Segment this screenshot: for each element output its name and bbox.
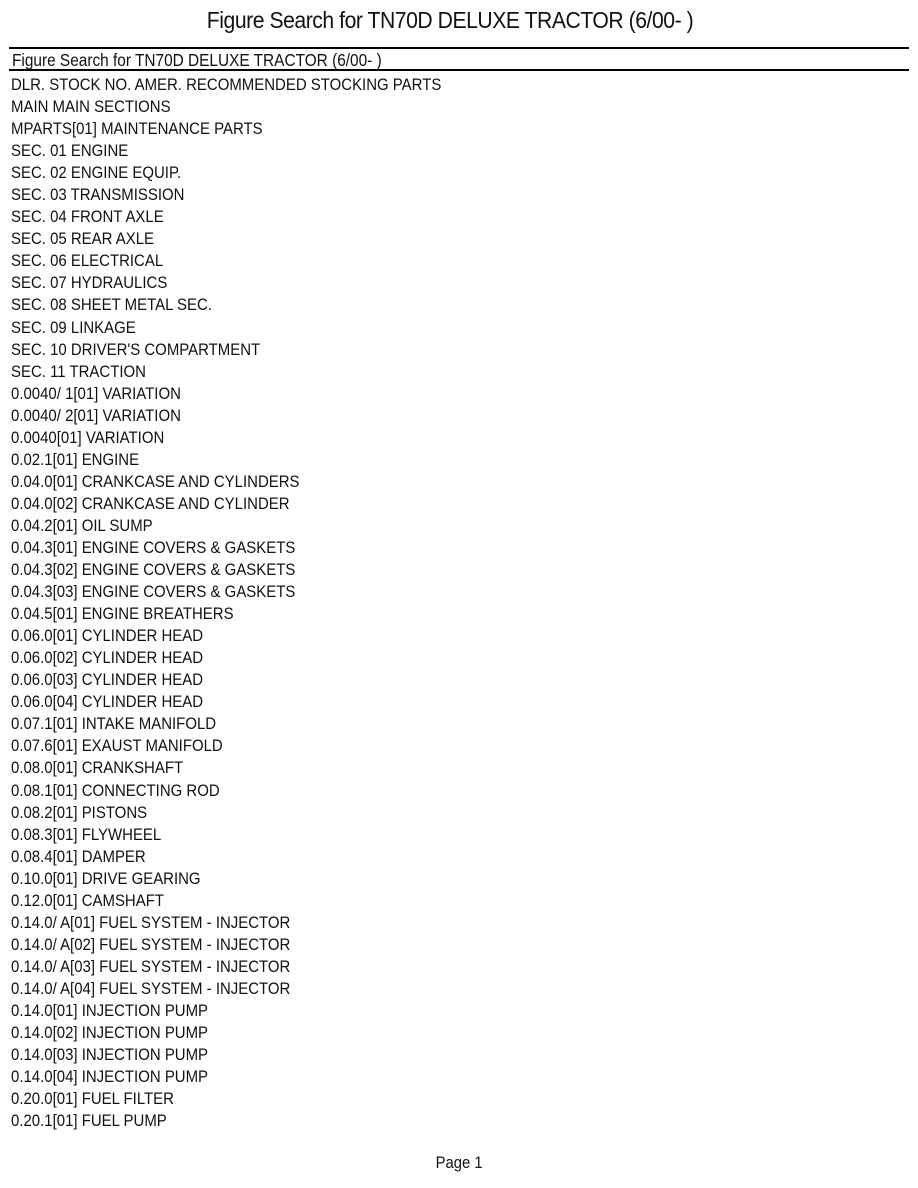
list-item[interactable] [9,493,909,515]
list-item[interactable] [9,559,909,581]
list-item[interactable] [9,802,909,824]
list-item-label: 0.14.0[02] INJECTION PUMP [11,1023,209,1043]
list-item-label: 0.12.0[01] CAMSHAFT [11,890,164,910]
list-item-label: SEC. 06 ELECTRICAL [11,251,164,271]
list-item[interactable] [9,74,909,96]
section-header-label: Figure Search for TN70D DELUXE TRACTOR (6/00- ) [12,50,382,70]
list-item[interactable] [9,603,909,625]
list-item-label: 0.04.0[01] CRANKCASE AND CYLINDERS [11,471,300,491]
list-item[interactable] [9,1000,909,1022]
list-item-label: 0.06.0[01] CYLINDER HEAD [11,626,204,646]
list-item-label: 0.14.0/ A[01] FUEL SYSTEM - INJECTOR [11,912,291,932]
list-item-label: SEC. 11 TRACTION [11,361,146,381]
list-item[interactable] [9,405,909,427]
section-header [9,47,909,71]
figure-list [9,71,909,1132]
list-item[interactable] [9,934,909,956]
list-item-label: MPARTS[01] MAINTENANCE PARTS [11,119,263,139]
list-item[interactable] [9,1044,909,1066]
list-item[interactable] [9,978,909,1000]
list-item-label: 0.14.0[03] INJECTION PUMP [11,1045,209,1065]
list-item-label: 0.06.0[03] CYLINDER HEAD [11,670,204,690]
list-item-label: DLR. STOCK NO. AMER. RECOMMENDED STOCKING PARTS [11,75,442,94]
list-item[interactable] [9,824,909,846]
list-item[interactable] [9,1022,909,1044]
list-item[interactable] [9,471,909,493]
list-item[interactable] [9,846,909,868]
list-item-label: 0.04.3[03] ENGINE COVERS & GASKETS [11,582,296,602]
list-item-label: 0.06.0[02] CYLINDER HEAD [11,648,204,668]
list-item-label: 0.04.3[02] ENGINE COVERS & GASKETS [11,560,296,580]
list-item[interactable] [9,956,909,978]
list-item[interactable] [9,206,909,228]
list-item-label: 0.0040/ 1[01] VARIATION [11,383,181,403]
list-item[interactable] [9,118,909,140]
list-item-label: 0.20.0[01] FUEL FILTER [11,1089,174,1109]
list-item[interactable] [9,515,909,537]
page-number-label: Page 1 [435,1154,483,1172]
list-item-label: 0.14.0/ A[03] FUEL SYSTEM - INJECTOR [11,956,291,976]
list-item[interactable] [9,250,909,272]
page-number [0,1153,918,1173]
list-item[interactable] [9,96,909,118]
list-item-label: SEC. 10 DRIVER'S COMPARTMENT [11,339,261,359]
list-item[interactable] [9,317,909,339]
list-item[interactable] [9,890,909,912]
list-item[interactable] [9,184,909,206]
list-item[interactable] [9,294,909,316]
list-item-label: 0.04.3[01] ENGINE COVERS & GASKETS [11,537,296,557]
list-item-label: 0.20.1[01] FUEL PUMP [11,1111,167,1131]
list-item-label: 0.07.1[01] INTAKE MANIFOLD [11,714,217,734]
list-item-label: SEC. 05 REAR AXLE [11,229,155,249]
list-item[interactable] [9,272,909,294]
list-item[interactable] [9,735,909,757]
list-item[interactable] [9,691,909,713]
list-item-label: 0.14.0[04] INJECTION PUMP [11,1067,209,1087]
list-item-label: 0.06.0[04] CYLINDER HEAD [11,692,204,712]
list-item[interactable] [9,361,909,383]
list-item-label: SEC. 03 TRANSMISSION [11,185,185,205]
list-item-label: SEC. 04 FRONT AXLE [11,207,164,227]
list-item-label: 0.0040[01] VARIATION [11,427,165,447]
list-item-label: 0.14.0[01] INJECTION PUMP [11,1000,209,1020]
list-item[interactable] [9,757,909,779]
list-item[interactable] [9,669,909,691]
list-item-label: 0.02.1[01] ENGINE [11,449,140,469]
list-item[interactable] [9,1110,909,1132]
page-title: Figure Search for TN70D DELUXE TRACTOR (6/00- ) [206,7,694,33]
list-item-label: SEC. 01 ENGINE [11,141,129,161]
list-item[interactable] [9,383,909,405]
list-item-label: 0.07.6[01] EXAUST MANIFOLD [11,736,223,756]
list-item-label: SEC. 07 HYDRAULICS [11,273,168,293]
list-item[interactable] [9,1088,909,1110]
list-item-label: 0.14.0/ A[02] FUEL SYSTEM - INJECTOR [11,934,291,954]
list-item-label: 0.08.2[01] PISTONS [11,802,148,822]
list-item[interactable] [9,427,909,449]
list-item-label: 0.14.0/ A[04] FUEL SYSTEM - INJECTOR [11,978,291,998]
list-item[interactable] [9,537,909,559]
list-item[interactable] [9,339,909,361]
list-item[interactable] [9,647,909,669]
list-item-label: SEC. 02 ENGINE EQUIP. [11,163,182,183]
list-item[interactable] [9,449,909,471]
list-item-label: 0.08.0[01] CRANKSHAFT [11,758,184,778]
list-item[interactable] [9,868,909,890]
list-item[interactable] [9,140,909,162]
list-item[interactable] [9,912,909,934]
list-item-label: SEC. 08 SHEET METAL SEC. [11,295,212,315]
list-item-label: 0.04.0[02] CRANKCASE AND CYLINDER [11,493,290,513]
list-item-label: 0.0040/ 2[01] VARIATION [11,405,181,425]
list-item[interactable] [9,581,909,603]
list-item-label: MAIN MAIN SECTIONS [11,97,171,117]
list-item[interactable] [9,1066,909,1088]
list-item[interactable] [9,780,909,802]
list-item[interactable] [9,713,909,735]
list-item-label: 0.08.1[01] CONNECTING ROD [11,780,220,800]
list-item[interactable] [9,162,909,184]
list-item-label: 0.10.0[01] DRIVE GEARING [11,868,201,888]
list-item[interactable] [9,228,909,250]
list-item[interactable] [9,625,909,647]
list-item-label: 0.08.3[01] FLYWHEEL [11,824,162,844]
list-item-label: SEC. 09 LINKAGE [11,317,136,337]
list-item-label: 0.04.5[01] ENGINE BREATHERS [11,604,234,624]
figure-list-section [9,47,909,1132]
list-item-label: 0.04.2[01] OIL SUMP [11,515,153,535]
list-item-label: 0.08.4[01] DAMPER [11,846,146,866]
